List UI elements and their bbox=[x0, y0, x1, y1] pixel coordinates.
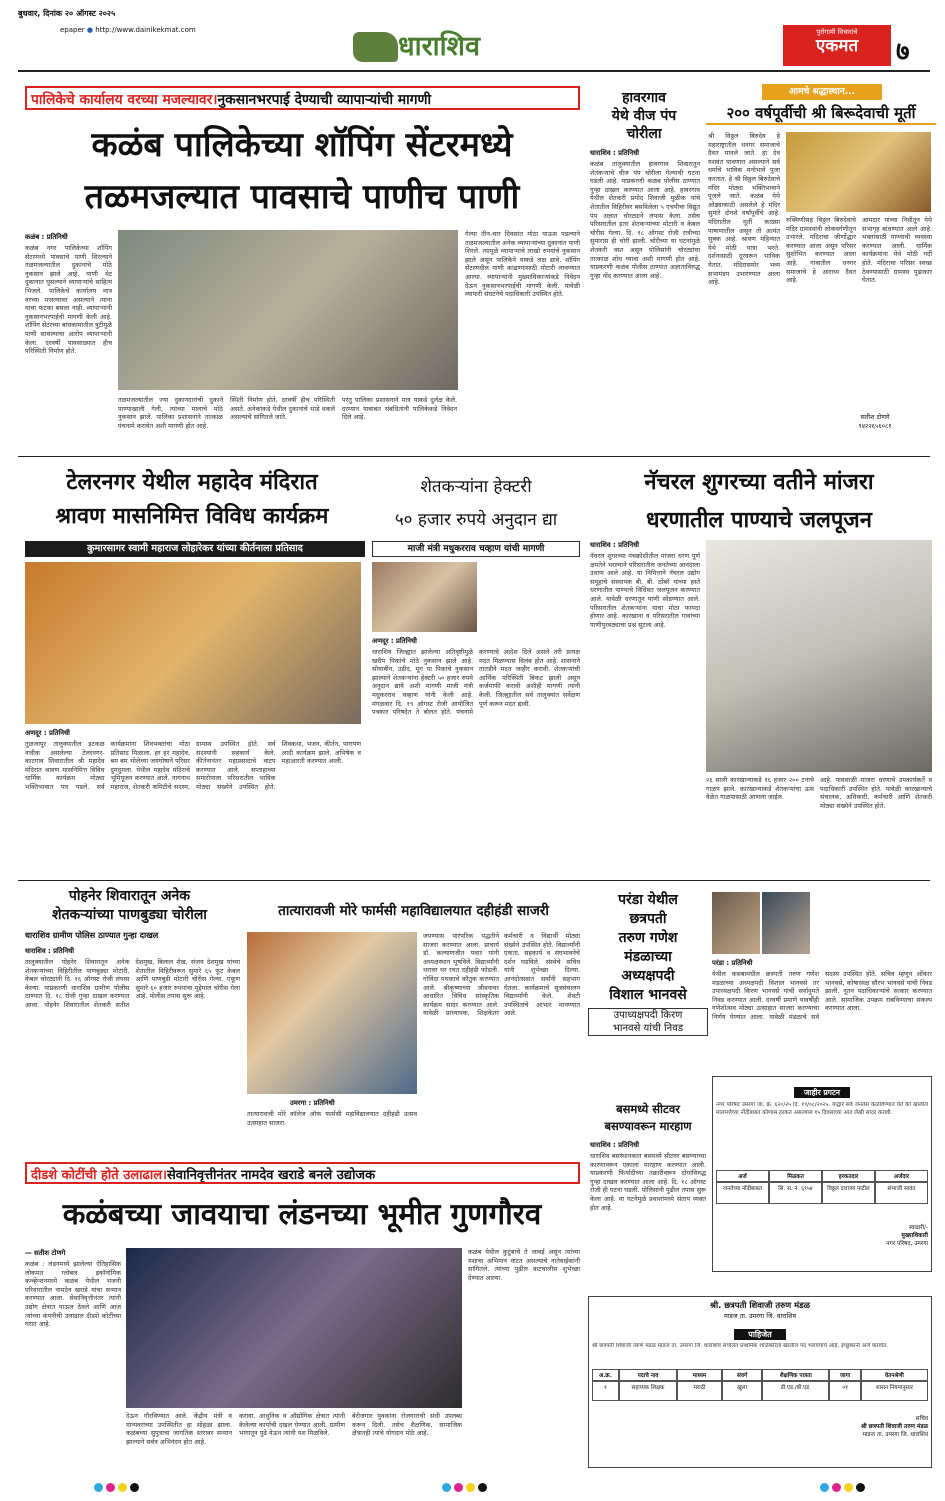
shetkari-headline-line2: ५० हजार रुपये अनुदान द्या bbox=[394, 510, 558, 530]
natural-photo bbox=[706, 540, 932, 772]
header-rule bbox=[18, 70, 930, 72]
reg-dot-black bbox=[856, 1483, 865, 1492]
reg-dot-cyan bbox=[94, 1483, 103, 1492]
pohner-sub: धाराशिव ग्रामीण पोलिस ठाण्यात गुन्हा दाखल bbox=[25, 930, 159, 940]
tatya-byline: उमरगा : प्रतिनिधी bbox=[290, 1099, 335, 1107]
natural-col2: आहे. पावसाळी मांजरा धरणाचे उपकार्यकर्ते व पदाधिकारी उपस्थित होते. यावेळी कारखान्याचे संचालक, अधिकारी, कर्मचारी आणि शेतकरी मोठ्या संख्येने उपस्थित होते. bbox=[820, 776, 932, 810]
mahadev-byline: अणदूर : प्रतिनिधी bbox=[25, 729, 70, 737]
reg-dot-black bbox=[478, 1483, 487, 1492]
murti-kicker: आमचे श्रद्धास्थान... bbox=[762, 84, 882, 100]
reg-dot-magenta bbox=[454, 1483, 463, 1492]
havargaon-title2: येथे वीज पंप bbox=[611, 108, 677, 124]
shetkari-byline: अणदूर : प्रतिनिधी bbox=[372, 637, 417, 645]
murti-col3: आमदार यांच्या निधीतून येथे सभागृह बांधण्यात आले आहे. भक्तांसाठी पाण्याची व्यवस्था करण्यात आली. धार्मिक कार्यक्रमांना येथे मोठी गर्दी होते. मंदिराचा परिसर स्वच्छ ठेवण्यासाठी ग्रामस्थ पुढाकार घेतात. bbox=[862, 216, 932, 285]
natural-caption: २६ साली कारखान्याकडे १६ हजार २०० टनाचे गाळप झाले. कारखान्याकडे शेतकऱ्यांचा ऊस वेळेत गाळपासाठी आणला जाईल. bbox=[706, 776, 814, 802]
murti-author-box: सतीश टोणगे ९४२२६५६०८१ bbox=[858, 413, 892, 430]
london-byline: — सतीश टोणगे bbox=[25, 1249, 66, 1257]
havargaon-title1: हावरगाव bbox=[622, 90, 666, 106]
pohner-byline: धाराशिव : प्रतिनिधी bbox=[25, 947, 75, 955]
shetkari-strip: माजी मंत्री मधुकरराव चव्हाण यांची मागणी bbox=[372, 541, 580, 557]
mahadev-headline-line2: श्रावण मासनिमित्त विविध कार्यक्रम bbox=[55, 504, 329, 529]
kalamb-photo bbox=[118, 230, 458, 390]
murti-col1: श्री विठ्ठल बिरुदेव हे महाराष्ट्रातील धनगर समाजाचे दैवत मानले जाते. हा देव यशवंत पावणारा असल्याने सर्व धर्माचे भाविक मनोभावे पूजा करतात. हे श्री विठ्ठल बिरुदेवाचे मंदिर मोठ्या भक्तिभावाने पूजले जाते. कळंब येथे ओढ्याकाठी असलेले हे मंदिर सुमारे दोनशे वर्षांपूर्वीचे आहे. मंदिरातील मूर्ती काळ्या पाषाणातील असून ती अत्यंत सुबक आहे. श्रावण महिन्यात येथे मोठी यात्रा भरते. दर्शनासाठी दूरवरून भाविक येतात. मंदिरासमोर भव्य सभामंडप उभारण्यात आला आहे. bbox=[708, 132, 780, 287]
basmath-body: धाराशिव बसस्थानकात बसमध्ये सीटवर बसण्याच्या कारणावरून एकाला मारहाण करण्यात आली. याप्रकरणी फिर्यादीच्या तक्रारीवरून दोघांविरुद्ध गुन्हा दाखल करण्यात आला आहे. दि. १८ ऑगस्ट रोजी ही घटना घडली. पोलिसांनी पुढील तपास सुरू केला आहे. या घटनेमुळे प्रवाशांमध्ये संताप व्यक्त होत आहे. bbox=[590, 1152, 706, 1212]
reg-dot-yellow bbox=[844, 1483, 853, 1492]
murti-title: २०० वर्षपूर्वीची श्री बिरूदेवाची मूर्ती bbox=[706, 103, 936, 125]
natural-headline-line2: धरणातील पाण्याचे जलपूजन bbox=[646, 508, 872, 533]
havargaon-title3: चोरीला bbox=[626, 126, 662, 142]
london-col3: करावा, आधुनिक व औद्योगिक क्षेत्रात त्यांनी केलेल्या कार्याची दखल घेण्यात आली. ग्रामीण भागातून पुढे येऊन त्यांनी यश मिळविले. bbox=[239, 1412, 345, 1438]
basmath-headline-line2: बसण्यावरून मारहाण bbox=[604, 1119, 692, 1133]
pohner-headline-line1: पोहनेर शिवारातून अनेक bbox=[68, 888, 191, 904]
havargaon-byline: धाराशिव : प्रतिनिधी bbox=[590, 149, 640, 157]
globe-icon: ● bbox=[86, 26, 94, 34]
issue-date: बुधवार, दिनांक २० ऑगस्ट २०२५ bbox=[18, 9, 116, 18]
pohner-body: तालुक्यातील पोहनेर शिवारातून अनेक शेतकऱ्यांच्या विहिरीतील पाणबुड्या मोटारी, केबल चोरट्यांनी दि. १६ ऑगस्ट रोजी लंपास केल्या. याप्रकरणी धाराशिव ग्रामीण पोलीस ठाण्यात दि. १८ रोजी गुन्हा दाखल करण्यात आला. पोहनेर शिवारातील शेतकरी सतीश देशमुख, बिलाल शेख, संजय देशमुख यांच्या शेतातील विहिरीवरून सुमारे ६५ फूट केबल आणि पाणबुडी मोटारी चोरीस गेल्या. एकूण सुमारे ६० हजार रुपयांचा मुद्देमाल चोरीस गेला आहे. पोलीस तपास सुरू आहे. bbox=[25, 958, 240, 1009]
tatya-caption: तात्यारावजी मोरे कॉलेज ऑफ फार्मसी महाविद्यालयात दहीहंडी उत्सव उत्साहात साजरा. bbox=[247, 1110, 417, 1127]
kalamb-col2: तळमजल्यातील ज्या दुकानदारांची दुकाने पाण्याखाली गेली, त्यांच्या मालाचे मोठे नुकसान झाले. पालिका प्रशासनाने तात्काळ पंचनामे करावेत अशी मागणी होत आहे. bbox=[118, 396, 223, 430]
reg-dot-cyan bbox=[820, 1483, 829, 1492]
kalamb-col3: स्थिती निर्माण होते, दरवर्षी हीच परिस्थिती असते. अनेकांकडे येथील दुकानांचे भाडे थकले असल्याचे सांगितले जाते. bbox=[230, 396, 335, 422]
kalamb-headline-line2: तळमजल्यात पावसाचे पाणीच पाणी bbox=[84, 177, 520, 217]
section-rule-2 bbox=[18, 880, 930, 881]
kalamb-col1: कळंब नगर पालिकेच्या शॉपिंग सेंटरमध्ये पावसाचे पाणी शिरल्याने तळमजल्यातील दुकानांचे मोठे नुकसान झाले आहे. पाणी थेट दुकानात घुसल्याने व्यापाऱ्यांचे साहित्य भिजले. पालिकेचे कार्यालय मात्र वरच्या मजल्यावर असल्याने त्यांना याचा फटका बसला नाही. व्यापाऱ्यांनी नुकसानभरपाईची मागणी केली आहे. शॉपिंग सेंटरच्या बांधकामातील त्रुटीमुळे पाणी साचल्याचा आरोप व्यापाऱ्यांनी केला. दरवर्षी पावसाळ्यात हीच परिस्थिती निर्माण होते. bbox=[25, 244, 112, 356]
reg-dot-magenta bbox=[106, 1483, 115, 1492]
section-rule-1 bbox=[18, 456, 930, 457]
kiran-photo bbox=[762, 892, 810, 954]
tatya-photo bbox=[247, 932, 417, 1094]
london-col4: बेरोजगार युवकांना रोजगाराची संधी उपलब्ध करून दिली. तसेच शैक्षणिक, सामाजिक क्षेत्रातही त्यांचे योगदान मोठे आहे. bbox=[352, 1412, 462, 1438]
paper-name: धाराशिव bbox=[398, 31, 480, 62]
mahadev-strip: कुमारसागर स्वामी महाराज लोहारेकर यांच्या कीर्तनाला प्रतिसाद bbox=[25, 541, 365, 557]
havargaon-body: कळंब तालुक्यातील हावरगाव शिवारातून शेतकऱ्यांचे वीज पंप चोरीला गेल्याची घटना घडली आहे. याप्रकरणी कळंब पोलीस ठाण्यात गुन्हा दाखल करण्यात आला आहे. हावरगाव येथील शेतकरी प्रमोद शिवाजी मुळीक यांचे शेतातील विहिरीवर बसविलेला ५ एचपीचा विद्युत पंप अज्ञात चोरट्याने लंपास केला. तसेच परिसरातील इतर शेतकऱ्यांच्या मोटारी व केबल चोरीस गेल्या. दि. १८ ऑगस्ट रोजी रात्रीच्या सुमारास ही चोरी झाली. चोरीच्या या घटनांमुळे शेतकरी त्रस्त असून पोलिसांनी चोरट्यांचा तात्काळ शोध घ्यावा अशी मागणी होत आहे. याप्रकरणी कळंब पोलीस ठाण्यात अज्ञाताविरुद्ध गुन्हा नोंद करण्यात आला आहे. bbox=[590, 160, 700, 280]
district-map-logo bbox=[353, 32, 398, 62]
mahadev-headline-line1: टेलरनगर येथील महादेव मंदिरात bbox=[66, 470, 318, 495]
kalamb-col5: गेल्या तीन-चार दिवसांत मोठा पाऊस पडल्याने तळमजल्यातील अनेक व्यापाऱ्यांच्या दुकानांत पाणी शिरले. त्यामुळे व्यापाऱ्यांचे लाखो रुपयांचे नुकसान झाले असून पालिकेने याकडे लक्ष द्यावे. शॉपिंग सेंटरमधील पाणी काढण्यासाठी मोटारी लावण्यात आल्या. व्यापाऱ्यांनी मुख्याधिकाऱ्यांकडे निवेदन देऊन नुकसानभरपाईची मागणी केली. यावेळी व्यापारी संघटनेचे पदाधिकारी उपस्थित होते. bbox=[465, 230, 580, 299]
ekmat-logo: पुरोगामी विचारांचे एकमत bbox=[783, 25, 891, 66]
murti-photo bbox=[786, 132, 931, 212]
london-photo bbox=[126, 1248, 462, 1408]
reg-dot-black bbox=[130, 1483, 139, 1492]
natural-body: नॅचरल शुगरच्या पंचक्रोशीतील मांजरा धरण पूर्ण क्षमतेने भरल्याने परिसरातील जनतेच्या आनंदाला उधाण आले आहे. या निमित्ताने नॅचरल उद्योग समूहाचे संस्थापक बी. बी. ठोंबरे यांच्या हस्ते धरणातील पाण्याचे विधिवत जलपूजन करण्यात आले. यावेळी धरणातून पाणी सोडण्यात आले. परिसरातील शेतकऱ्यांना याचा मोठा फायदा होणार आहे. कारखाना व परिसरातील गावांच्या पाणीपुरवठ्याचा प्रश्न सुटला आहे. bbox=[590, 552, 700, 629]
paranda-headline: परंडा येथील छत्रपती तरुण गणेश मंडळाच्या अध्यक्षपदी विशाल भानवसे उपाध्यक्षपदी किरण भानवसे यांची निवड bbox=[588, 890, 708, 1095]
reg-dot-cyan bbox=[442, 1483, 451, 1492]
vishal-photo bbox=[712, 892, 760, 954]
notice-jahir-pragatan: जाहीर प्रगटन नगर परिषद उमरगा जा. क्र. ६२०/२५ दि. १९/०८/२०२५. याद्वारे सर्व जनतेस कळविण्यात येते की खालील मालमत्तेच्या नोंदीबाबत कोणास हरकत असल्यास १५ दिवसांच्या आत लेखी सादर करावी. अर्ज मिळकत हरकतदार अर्जदार जनतेच्या नोंदीबाबत सि. स. नं. ६९५४ विठ्ठल दत्तात्रय पाटील संभाजी सावंत स्वाक्षरी/- मुख्याधिकारी नगर परिषद, उमरगा bbox=[712, 1076, 932, 1272]
pohner-headline-line2: शेतकऱ्यांच्या पाणबुड्या चोरीला bbox=[52, 907, 207, 923]
basmath-headline-line1: बसमध्ये सीटवर bbox=[616, 1102, 680, 1116]
paranda-body: येथील कसबामधील छत्रपती तरुण गणेश मंडळाच्या अध्यक्षपदी विशाल भानवसे तर उपाध्यक्षपदी किरण भानवसे यांची सर्वानुमते निवड करण्यात आली. दरवर्षी प्रमाणे यावर्षीही गणेशोत्सव मोठ्या उत्साहात साजरा करण्याचा निर्णय घेण्यात आला. यावेळी मंडळाचे सर्व सदस्य उपस्थित होते. सचिव म्हणून ओंकार भानवसे, कोषाध्यक्ष सौरभ भानवसे यांची निवड झाली. नूतन पदाधिकाऱ्यांचे सत्कार करण्यात आले. सामाजिक उपक्रम राबविण्याचा संकल्प करण्यात आला. bbox=[712, 970, 932, 1021]
london-kicker: दीडशे कोटींची होते उलाढाल।सेवानिवृत्तीनंतर नामदेव खराडे बनले उद्योजक bbox=[25, 1162, 580, 1184]
kalamb-col4: परंतु पालिका प्रशासनाने मात्र याकडे दुर्लक्ष केले. दरम्यान याबाबत संबंधितांनी पालिकेकडे निवेदन दिले आहे. bbox=[342, 396, 457, 422]
mahadev-photo bbox=[25, 562, 361, 724]
natural-byline: धाराशिव : प्रतिनिधी bbox=[590, 541, 640, 549]
kalamb-headline-line1: कळंब पालिकेच्या शॉपिंग सेंटरमध्ये bbox=[91, 125, 513, 165]
epaper-link[interactable]: epaper ● http://www.dainikekmat.com bbox=[60, 26, 196, 34]
page-number: ७ bbox=[896, 37, 910, 62]
london-col5: कळंब येथील कुटुंबाचे ते जावई असून त्यांच्या यशाचा अभिमान वाटत असल्याचे नातेवाईकांनी सांगितले. त्यांच्या पुढील वाटचालीस शुभेच्छा देण्यात आल्या. bbox=[468, 1248, 580, 1282]
reg-dot-yellow bbox=[118, 1483, 127, 1492]
basmath-byline: धाराशिव : प्रतिनिधी bbox=[590, 1141, 640, 1149]
london-headline: कळंबच्या जावयाचा लंडनच्या भूमीत गुणगौरव bbox=[62, 1197, 542, 1231]
shetkari-headline-line1: शेतकऱ्यांना हेक्टरी bbox=[420, 477, 532, 497]
reg-dot-magenta bbox=[832, 1483, 841, 1492]
paranda-byline: परंडा : प्रतिनिधी bbox=[712, 959, 753, 967]
reg-dot-yellow bbox=[466, 1483, 475, 1492]
tatya-body: जपण्यास पारंपरिक पद्धतीने साजरा करण्यात आला. प्राचार्य डॉ. कल्याणजीत पवार यांनी अध्यक्षस्थान भूषविले. विद्यार्थ्यांनी थरावर थर रचत दहीहंडी फोडली. गोविंदा पथकाचे कौतुक करण्यात आले. श्रीकृष्णाच्या जीवनावर आधारित विविध सांस्कृतिक कार्यक्रम सादर करण्यात आले. यावेळी प्राध्यापक, शिक्षकेतर कर्मचारी व विद्यार्थी मोठ्या संख्येने उपस्थित होते. विद्यार्थ्यांनी एकता, सहकार्य व संघभावनेचे दर्शन घडविले. संस्थेचे सचिव यांनी शुभेच्छा दिल्या. आनंदोत्सवात सर्वांनी सहभाग घेतला. कार्यक्रमाचे सूत्रसंचालन विद्यार्थ्यांनी केले. शेवटी उपस्थितांचे आभार मानण्यात आले. bbox=[423, 932, 580, 1018]
murti-col2: रुक्मिणीसह विठ्ठल बिरुदेवाचे मंदिर ग्रामस्थांनी लोकवर्गणीतून उभारले. मंदिराचा जीर्णोद्धार करण्यात आला असून परिसर सुशोभित करण्यात आला आहे. गावातील धनगर समाजाचे हे आराध्य दैवत आहे. bbox=[786, 216, 856, 285]
shetkari-photo bbox=[372, 562, 477, 632]
tatya-headline: तात्यारावजी मोरे फार्मसी महाविद्यालयात दहीहंडी साजरी bbox=[278, 903, 549, 919]
london-col2: देऊन गौरविण्यात आले. केंद्रीय मंत्री व मान्यवरांच्या उपस्थितीत हा सोहळा झाला. कळंबच्या सुपुत्राचा जागतिक स्तरावर सन्मान झाल्याने सर्वत्र अभिनंदन होत आहे. bbox=[126, 1412, 232, 1446]
london-col1: कळंब : लंडनमध्ये झालेल्या ऐतिहासिक लोकमत ग्लोबल इकॉनॉमिक कन्व्हेन्शनमध्ये कळंब येथील भजनी परिवारातील नामदेव खराडे यांचा सन्मान करण्यात आला. सेवानिवृत्तीनंतर त्यांनी उद्योग क्षेत्रात पाऊल ठेवले आणि आज त्यांच्या कंपनीची उलाढाल दीडशे कोटींच्या घरात आहे. bbox=[25, 1260, 121, 1329]
kalamb-kicker: पालिकेचे कार्यालय वरच्या मजल्यावर।नुकसानभरपाई देण्याची व्यापाऱ्यांची मागणी bbox=[25, 86, 580, 110]
natural-headline-line1: नॅचरल शुगरच्या वतीने मांजरा bbox=[644, 470, 874, 495]
mahadev-body: तुळजापूर तालुक्यातील इटकळ नजीक असलेल्या टेलरनगर-काटगाव शिवारातील श्री महादेव मंदिरात श्रावण मासनिमित्त विविध धार्मिक कार्यक्रम मोठ्या भक्तिभावात पार पडले. सर्व कार्यक्रमांना शिवभक्तांचा मोठा प्रतिसाद मिळाला. हर हर महादेव, बम बम भोलेच्या जयघोषाने परिसर दुमदुमला. येथील महादेव मंदिराचे भूमिपूजन करण्यात आले. नागनाथ महाराज, शेतकरी कमिटीचे सदस्य, ग्रामस्थ उपस्थित होते. सर्व सदस्यांनी सहकार्य केले. कीर्तनानंतर महाप्रसादाचे वाटप करण्यात आले. सप्ताहाच्या समारोपाला परिसरातील भाविक मोठ्या संख्येने उपस्थित होते. शिवकथा, भजन, कीर्तन, पारायण आदी कार्यक्रम झाले. अभिषेक व महाआरती करण्यात आली. bbox=[25, 740, 361, 791]
shetkari-body: धाराशिव जिल्ह्यात झालेल्या अतिवृष्टीमुळे खरीप पिकांचे मोठे नुकसान झाले आहे. सोयाबीन, उडीद, मूग या पिकांचे नुकसान झाल्याने शेतकऱ्यांना हेक्टरी ५० हजार रुपये अनुदान द्यावे अशी मागणी माजी मंत्री मधुकरराव चव्हाण यांनी केली आहे. मंगळवार दि. १९ ऑगस्ट रोजी आयोजित पत्रकार परिषदेत ते बोलत होते. पंचनामे करण्याचे आदेश दिले असले तरी प्रत्यक्ष मदत मिळण्यास विलंब होत आहे. शासनाने तातडीने मदत जाहीर करावी. शेतकऱ्यांची आर्थिक परिस्थिती बिकट झाली असून कर्जमाफी करावी अशीही मागणी त्यांनी केली. जिल्ह्यातील सर्व तालुक्यांत सर्वेक्षण पूर्ण करून मदत द्यावी. bbox=[372, 648, 580, 717]
kalamb-byline: कळंब : प्रतिनिधी bbox=[25, 233, 68, 241]
notice-pahijet: श्री. छत्रपती शिवाजी तरुण मंडळ माडज ता. उमरगा जि. धाराशिव पाहिजेत श्री छत्रपती शिवाजी तरुण मंडळ माडज ता. उमरगा जि. धाराशिव संचलित प्राथमिक शाळेकरिता खालील पद भरावयाचे आहे. इच्छुकांनी अर्ज करावेत. अ.क्र. पदाचे नाव माध्यम संवर्ग शैक्षणिक पात्रता जागा वेतनश्रेणी १ सहाय्यक शिक्षक मराठी खुला डी.एड./बी.एड. ०१ शासन नियमानुसार सचिव श्री छत्रपती शिवाजी तरुण मंडळ माडज ता. उमरगा जि. धाराशिव bbox=[588, 1296, 932, 1468]
